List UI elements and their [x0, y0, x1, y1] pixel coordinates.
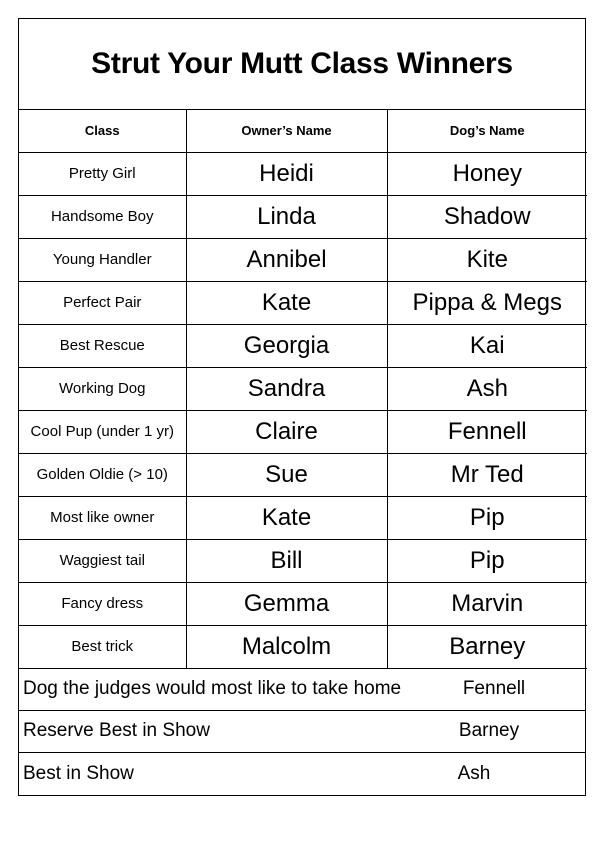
- table-row: [19, 238, 587, 281]
- class-cell: Handsome Boy: [19, 195, 186, 238]
- award-row: [19, 669, 585, 711]
- dog-cell: Kite: [387, 238, 587, 281]
- class-cell: Golden Oldie (> 10): [19, 453, 186, 496]
- dog-cell: Marvin: [387, 582, 587, 625]
- special-awards: [19, 669, 585, 795]
- table-row: [19, 453, 587, 496]
- table-row: [19, 367, 587, 410]
- class-cell: Perfect Pair: [19, 281, 186, 324]
- award-winner: Ash: [457, 762, 491, 784]
- owner-cell: Georgia: [186, 324, 387, 367]
- owner-cell: Sue: [186, 453, 387, 496]
- owner-cell: Gemma: [186, 582, 387, 625]
- owner-cell: Malcolm: [186, 625, 387, 668]
- table-row: [19, 496, 587, 539]
- owner-cell: Kate: [186, 281, 387, 324]
- class-cell: Pretty Girl: [19, 152, 186, 195]
- table-row: [19, 281, 587, 324]
- column-header-class: Class: [19, 110, 186, 152]
- class-cell: Best Rescue: [19, 324, 186, 367]
- award-label: Reserve Best in Show: [23, 720, 210, 741]
- class-cell: Young Handler: [19, 238, 186, 281]
- owner-cell: Kate: [186, 496, 387, 539]
- dog-cell: Ash: [387, 367, 587, 410]
- table-row: [19, 582, 587, 625]
- owner-cell: Bill: [186, 539, 387, 582]
- award-row: [19, 711, 585, 753]
- award-row: [19, 753, 585, 795]
- award-winner: Fennell: [462, 678, 526, 699]
- header-row: [19, 110, 587, 152]
- class-cell: Most like owner: [19, 496, 186, 539]
- owner-cell: Linda: [186, 195, 387, 238]
- column-header-dog: Dog’s Name: [387, 110, 587, 152]
- table-row: [19, 324, 587, 367]
- winners-table: [19, 110, 587, 669]
- dog-cell: Shadow: [387, 195, 587, 238]
- owner-cell: Claire: [186, 410, 387, 453]
- class-cell: Waggiest tail: [19, 539, 186, 582]
- class-cell: Cool Pup (under 1 yr): [19, 410, 186, 453]
- dog-cell: Fennell: [387, 410, 587, 453]
- table-row: [19, 195, 587, 238]
- dog-cell: Pip: [387, 539, 587, 582]
- dog-cell: Barney: [387, 625, 587, 668]
- dog-cell: Mr Ted: [387, 453, 587, 496]
- owner-cell: Annibel: [186, 238, 387, 281]
- table-row: [19, 410, 587, 453]
- class-cell: Working Dog: [19, 367, 186, 410]
- owner-cell: Sandra: [186, 367, 387, 410]
- award-label: Dog the judges would most like to take home: [23, 678, 402, 699]
- class-cell: Fancy dress: [19, 582, 186, 625]
- dog-cell: Pippa & Megs: [387, 281, 587, 324]
- table-row: [19, 152, 587, 195]
- dog-cell: Honey: [387, 152, 587, 195]
- winners-sheet: [18, 18, 586, 796]
- table-row: [19, 539, 587, 582]
- dog-cell: Kai: [387, 324, 587, 367]
- owner-cell: Heidi: [186, 152, 387, 195]
- column-header-owner: Owner’s Name: [186, 110, 387, 152]
- dog-cell: Pip: [387, 496, 587, 539]
- award-winner: Barney: [458, 720, 520, 741]
- page-title: Strut Your Mutt Class Winners: [19, 19, 585, 110]
- award-label: Best in Show: [23, 762, 134, 784]
- table-row: [19, 625, 587, 668]
- class-cell: Best trick: [19, 625, 186, 668]
